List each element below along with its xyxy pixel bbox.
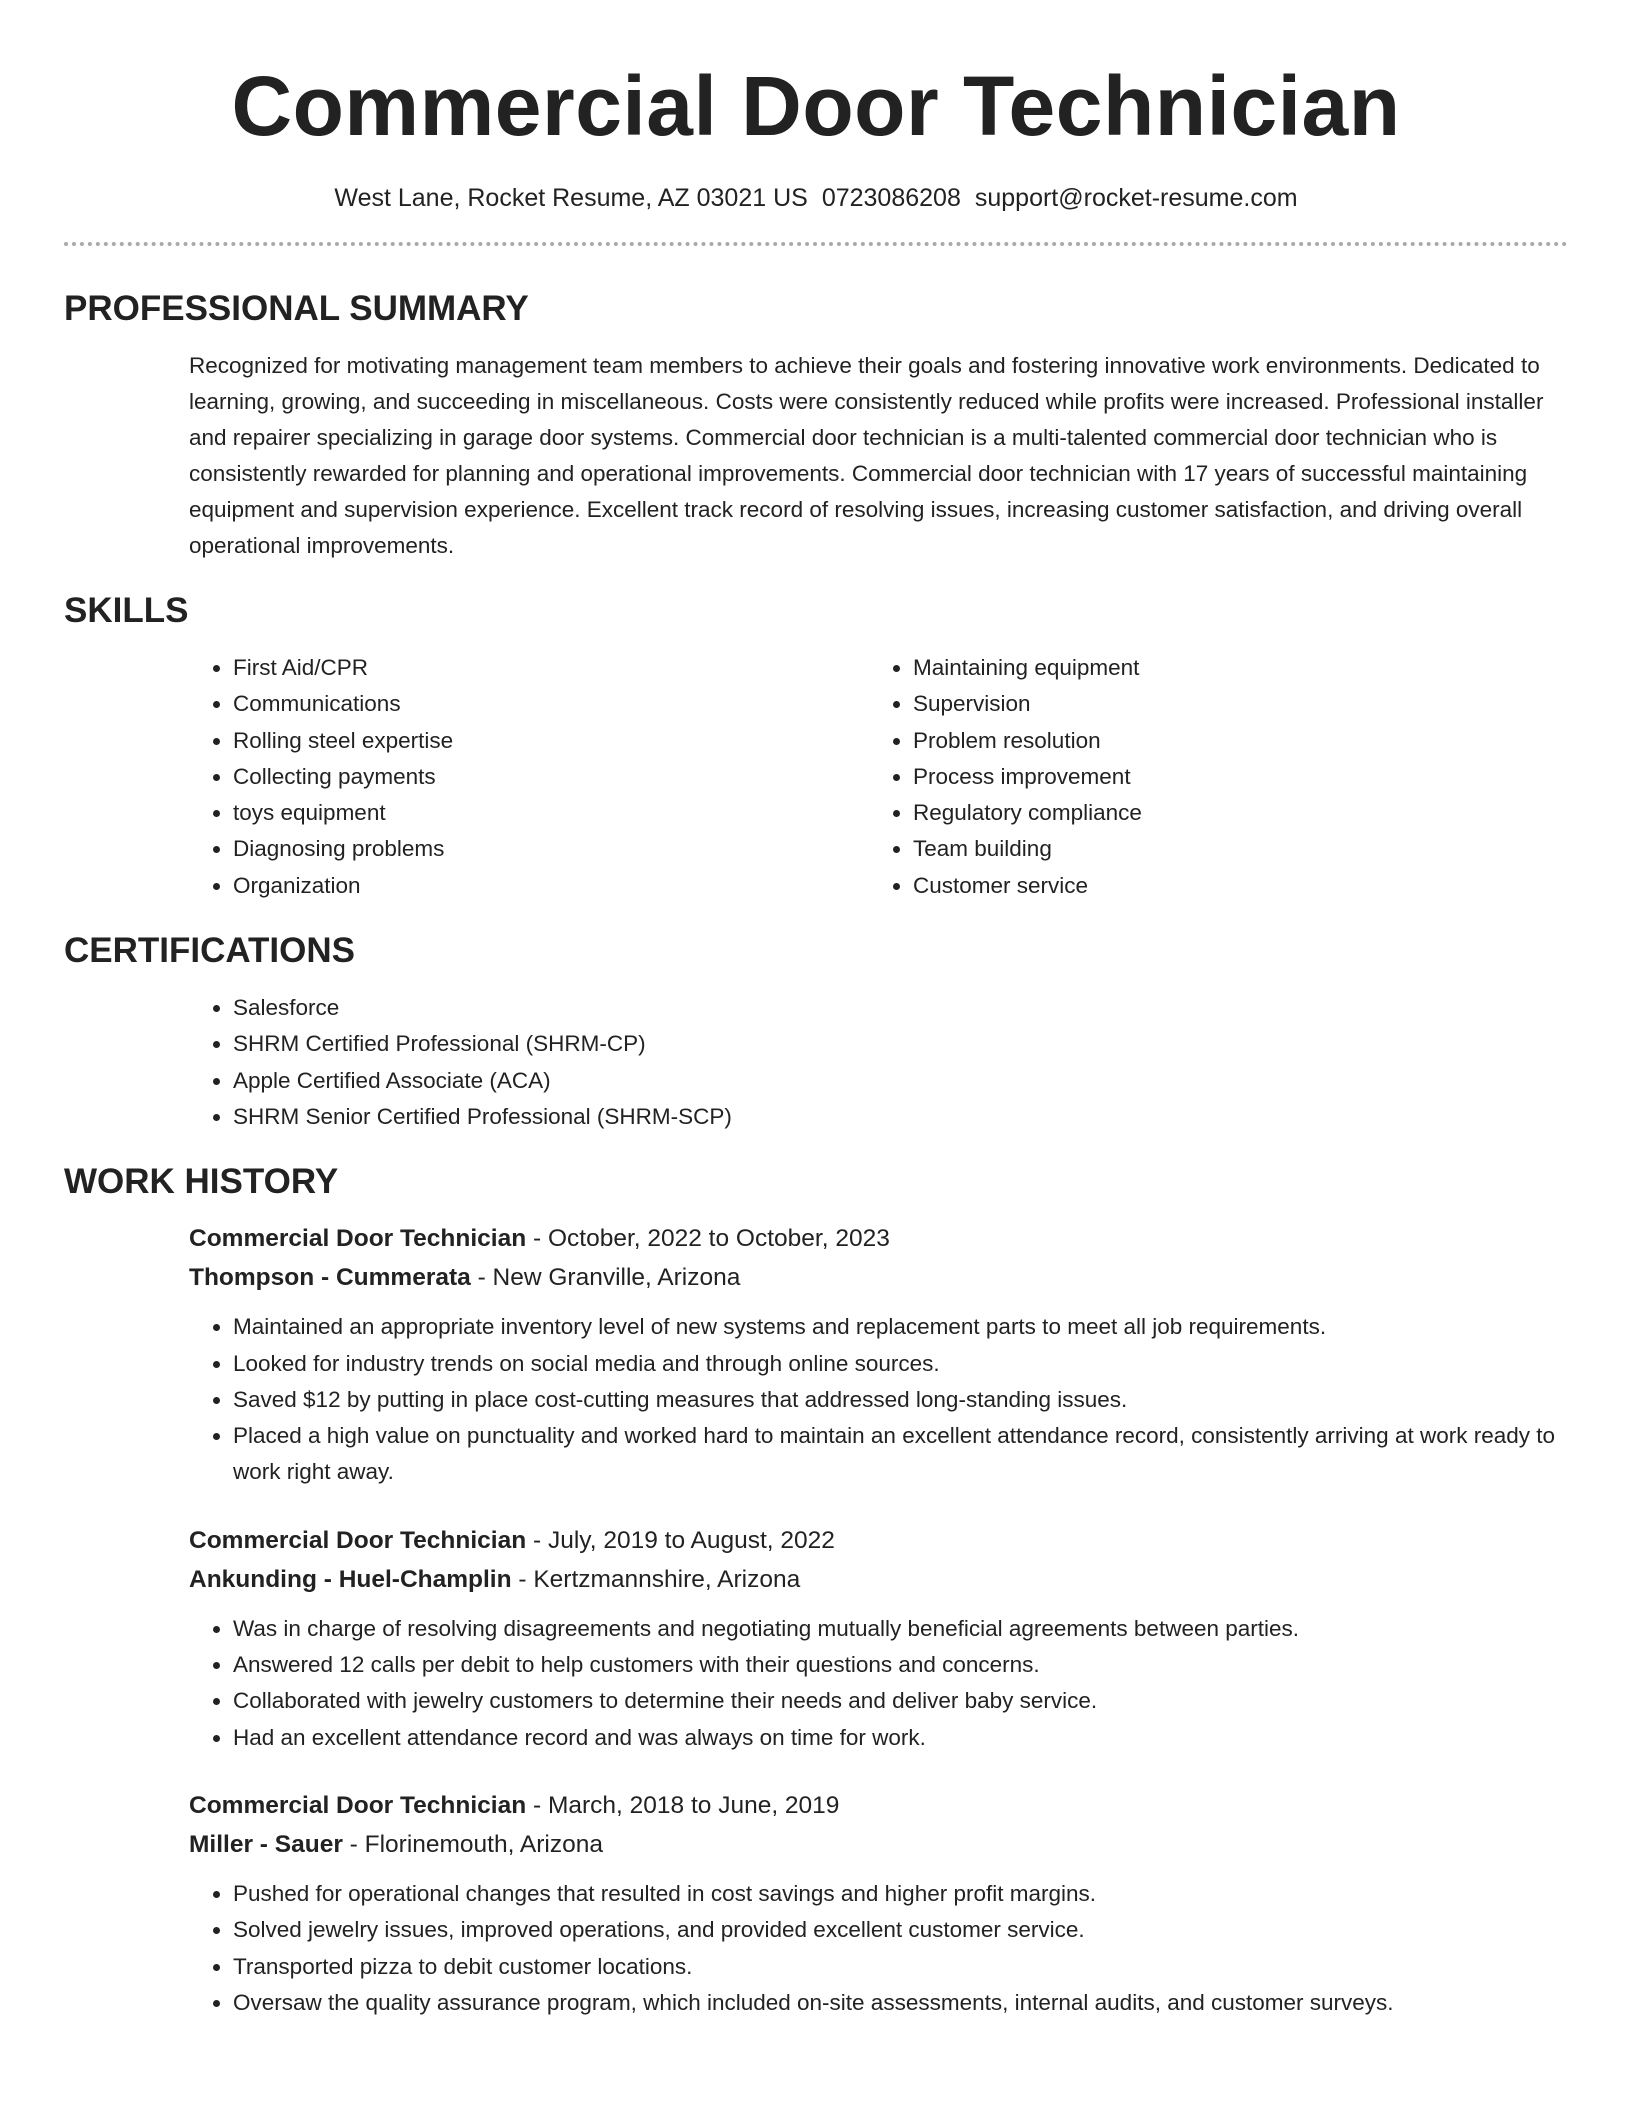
work-section [64,1161,1568,2021]
work-title: WORK HISTORY [64,1162,339,1202]
job-location: - Kertzmannshire, Arizona [511,1565,801,1593]
list-item: • Placed a high value on punctuality and worked hard to maintain an excellent attendance record, consistently arriving at work ready to work right away. [233,1418,1568,1491]
contact-email: support@rocket-resume.com [974,184,1298,212]
job-dates: - March, 2018 to June, 2019 [526,1791,840,1819]
skills-column-right [869,650,1549,904]
list-item: • Problem resolution [913,723,1549,759]
job-entry [189,1786,1568,2021]
certifications-wrap [189,990,1568,1135]
job-bullets [189,1611,1568,1756]
list-item: • Regulatory compliance [913,795,1549,831]
list-item: • Customer service [913,868,1549,904]
job-title-line [189,1521,1568,1560]
skills-column-left [189,650,869,904]
list-item: • Organization [233,868,869,904]
skills-list-left [189,650,869,904]
skills-title: SKILLS [64,591,189,630]
job-role: Commercial Door Technician [189,1225,527,1253]
list-item: • Apple Certified Associate (ACA) [233,1063,732,1099]
list-item: • Saved $12 by putting in place cost-cutting measures that addressed long-standing issues. [233,1382,1568,1418]
contact-address: West Lane, Rocket Resume, AZ 03021 US [334,184,808,212]
skills-list-right [869,650,1549,904]
job-title-line [189,1219,1568,1258]
skills-columns [189,650,1568,904]
list-item: • Had an excellent attendance record and was always on time for work. [233,1720,1568,1756]
list-item: • Supervision [913,686,1549,722]
job-bullets [189,1309,1568,1490]
job-dates: - July, 2019 to August, 2022 [526,1526,835,1554]
resume-page [64,0,1568,2021]
list-item: • Maintaining equipment [913,650,1549,686]
summary-text: Recognized for motivating management team members to achieve their goals and fostering innovative work environments. Dedicated to learning, growing, and succeeding in miscellaneous. Costs were consistently reduced while profits were increased. Professional installer and repairer specializing in garage door systems. Commercial door technician is a multi-talented commercial door technician who is consistently rewarded for planning and operational improvements. Commercial door technician with 17 years of successful maintaining equipment and supervision experience. Excellent track record of resolving issues, increasing customer satisfaction, and driving overall operational improvements. [189,353,1544,558]
list-item: • Rolling steel expertise [233,723,869,759]
job-company: Miller - Sauer [189,1830,343,1858]
job-role: Commercial Door Technician [189,1791,527,1819]
header-divider [64,242,1568,246]
job-role: Commercial Door Technician [189,1526,527,1554]
job-company-line [189,1258,1568,1297]
job-entry [189,1521,1568,1756]
list-item: • Collaborated with jewelry customers to determine their needs and deliver baby service. [233,1683,1568,1719]
list-item: • Was in charge of resolving disagreements and negotiating mutually beneficial agreements between parties. [233,1611,1568,1647]
job-location: - New Granville, Arizona [470,1264,741,1292]
certifications-title: CERTIFICATIONS [64,931,356,971]
list-item: • Collecting payments [233,759,869,795]
list-item: • Communications [233,686,869,722]
list-item: • Salesforce [233,990,732,1026]
list-item: • toys equipment [233,795,869,831]
job-company: Ankunding - Huel-Champlin [189,1565,512,1593]
job-dates: - October, 2022 to October, 2023 [526,1225,890,1253]
list-item: • Transported pizza to debit customer locations. [233,1949,1568,1985]
list-item: • Pushed for operational changes that resulted in cost savings and higher profit margins. [233,1876,1568,1912]
list-item: • Diagnosing problems [233,831,869,867]
contact-line [64,182,1568,214]
job-location: - Florinemouth, Arizona [342,1830,603,1858]
job-company-line [189,1560,1568,1599]
job-entry [189,1219,1568,1490]
skills-section [64,590,1568,904]
list-item: • SHRM Certified Professional (SHRM-CP) [233,1026,732,1062]
job-title-line [189,1786,1568,1825]
list-item: • First Aid/CPR [233,650,869,686]
list-item: • Team building [913,831,1549,867]
job-bullets [189,1876,1568,2021]
contact-phone: 0723086208 [821,184,961,212]
list-item: • Process improvement [913,759,1549,795]
list-item: • Looked for industry trends on social media and through online sources. [233,1346,1568,1382]
summary-title: PROFESSIONAL SUMMARY [64,289,529,328]
summary-section [64,288,1568,564]
job-company-line [189,1825,1568,1864]
certifications-section [64,930,1568,1135]
job-company: Thompson - Cummerata [189,1264,471,1292]
list-item: • Oversaw the quality assurance program, which included on-site assessments, internal audits, and customer surveys. [233,1985,1568,2021]
list-item: • Answered 12 calls per debit to help customers with their questions and concerns. [233,1647,1568,1683]
certifications-list [189,990,732,1135]
candidate-name: Commercial Door Technician [231,59,1401,153]
list-item: • SHRM Senior Certified Professional (SHRM-SCP) [233,1099,732,1135]
list-item: • Solved jewelry issues, improved operations, and provided excellent customer service. [233,1912,1568,1948]
list-item: • Maintained an appropriate inventory level of new systems and replacement parts to meet all job requirements. [233,1309,1568,1345]
